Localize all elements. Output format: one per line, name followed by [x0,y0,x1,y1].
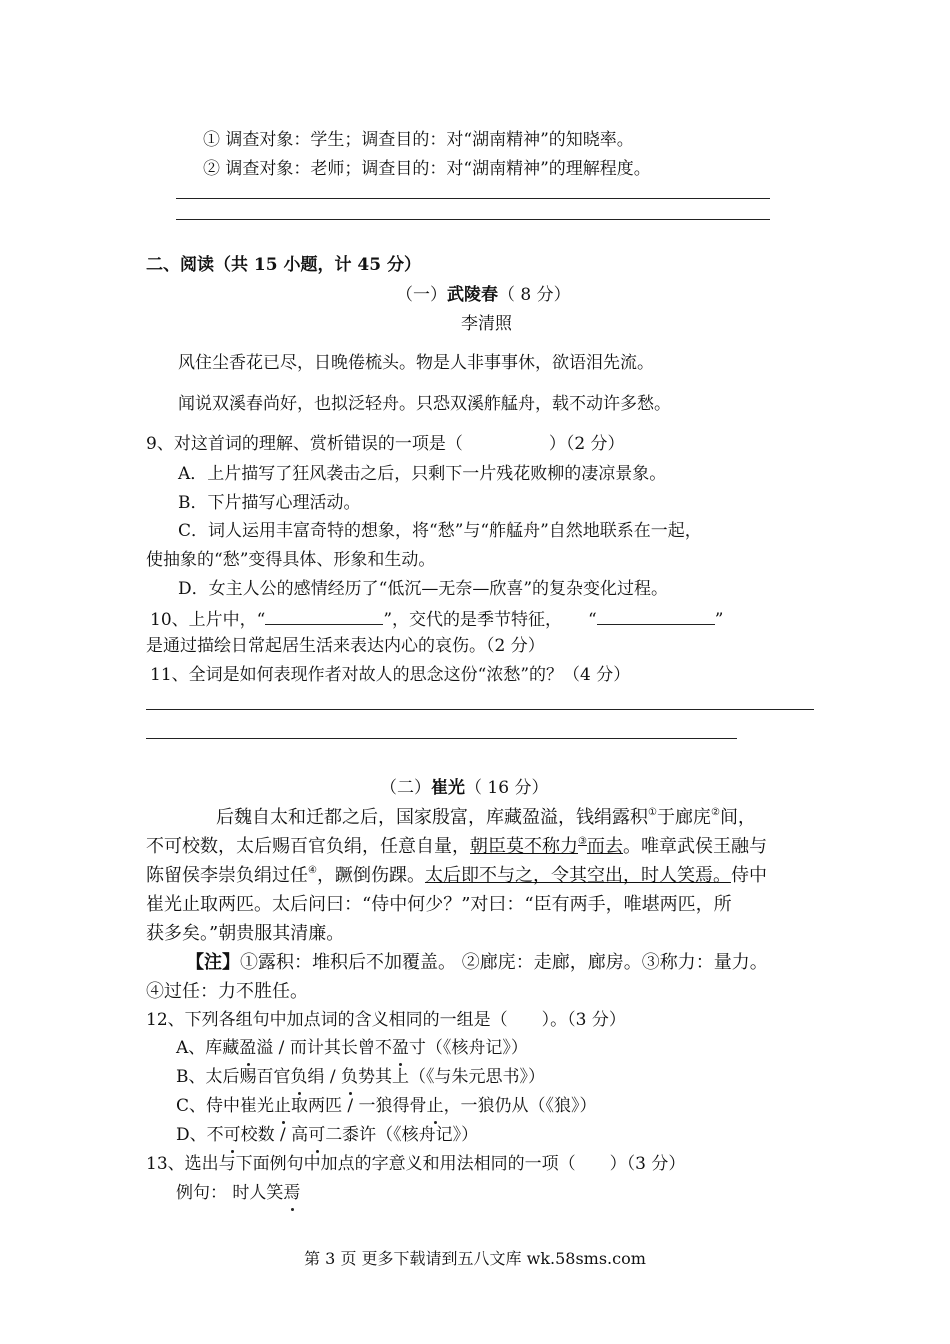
question-10-part1: 10、上片中，“ [150,610,266,630]
fill-blank[interactable] [265,606,383,625]
dotted-char: 负 [290,1067,308,1087]
prose-line-5: 获多矣。”朝贵服其清廉。 [146,923,345,944]
option-text: C、侍中崔光 [176,1096,275,1116]
prose-line-2 [146,835,767,859]
question-10-stem [150,606,723,632]
dotted-char: 止 [274,1096,292,1116]
section-heading: 二、阅读（共 15 小题，计 45 分） [146,255,421,275]
question-9-stem-end: ）（2 分） [548,434,625,454]
dotted-char: 负 [341,1067,359,1087]
prose-text: 陈留侯李崇负绢过任 [146,865,308,886]
poem-title [396,283,571,307]
dotted-char: 可 [223,1125,241,1145]
question-10-part2: ”，交代的是季节特征， [383,610,563,630]
option-text: 校数 / 高 [240,1125,309,1145]
question-12-option-a [176,1036,528,1060]
page-footer: 第 3 页 更多下载请到五八文库 wk.58sms.com [304,1249,646,1268]
example-text: 例句： 时人笑 [176,1183,284,1203]
prose-title-text: 崔光 [431,778,465,798]
poem-title-suffix: （ 8 分） [498,285,571,305]
prose-text: 不可校数，太后赐百官负绢，任意自量， [146,836,470,857]
underlined-text: 太后即不与之，令其空出，时人笑焉。 [424,865,731,886]
underlined-text: 而去 [586,836,623,857]
prose-text: 后魏自太和迁都之后，国家殷富，库藏盈溢，钱绢露积 [216,807,648,828]
option-text: ，一狼仍从（《狼》） [443,1096,597,1116]
prose-text: ，蹶倒伤踝。 [316,865,425,886]
dotted-char: 止 [426,1096,444,1116]
option-text: 寸（《核舟记》） [408,1038,528,1058]
question-11-stem: 11、全词是如何表现作者对故人的思念这份“浓愁”的？（4 分） [150,665,631,685]
prose-title-prefix: （二） [380,778,431,798]
prose-text: 于廊庑 [656,807,711,828]
poem-author: 李清照 [461,314,512,334]
option-text: 二黍许（《核舟记》） [325,1125,479,1145]
answer-line [146,738,737,739]
poem-title-text: 武陵春 [447,285,498,305]
question-10-part3: “ [588,610,597,630]
prose-text: 间， [719,807,756,828]
prose-notes [186,951,768,975]
dotted-char: 焉 [283,1183,301,1203]
poem-line-2: 闻说双溪春尚好，也拟泛轻舟。只恐双溪舴艋舟，载不动许多愁。 [178,394,671,414]
question-9-option-b: B．下片描写心理活动。 [178,493,361,513]
prose-title [380,776,548,800]
option-text: A、库藏 [176,1038,240,1058]
answer-line [176,219,770,220]
footnote-mark: ① [648,807,657,818]
question-13-stem: 13、选出与下面例句中加点的字意义和用法相同的一项（ ）（3 分） [146,1154,686,1174]
question-9-option-a: A．上片描写了狂风袭击之后，只剩下一片残花败柳的凄凉景象。 [178,464,667,484]
question-12-stem: 12、下列各组句中加点词的含义相同的一组是（ ）。（3 分） [146,1010,626,1030]
poem-line-1: 风住尘香花已尽，日晚倦梳头。物是人非事事休，欲语泪先流。 [178,353,654,373]
option-text: 势其上（《与朱元思书》） [358,1067,546,1087]
dotted-char: 盈 [239,1038,257,1058]
answer-line [146,709,814,710]
question-12-option-d [176,1123,478,1147]
question-10-cont: 是通过描绘日常起居生活来表达内心的哀伤。（2 分） [146,636,545,656]
survey-line-2: ② 调查对象：老师；调查目的：对“湖南精神”的理解程度。 [203,159,651,179]
question-9-stem [146,432,625,456]
prose-notes-cont: ④过任：力不胜任。 [146,981,308,1002]
fill-blank[interactable] [597,606,715,625]
option-text: B、太后赐百官 [176,1067,291,1087]
question-9-option-c: C．词人运用丰富奇特的想象，将“愁”与“舴艋舟”自然地联系在一起， [178,521,702,541]
prose-line-3 [146,864,767,888]
dotted-char: 盈 [391,1038,409,1058]
footnote-mark: ③ [578,836,587,847]
footnote-mark: ④ [308,865,317,876]
question-9-option-d: D．女主人公的感情经历了“低沉—无奈—欣喜”的复杂变化过程。 [178,579,669,599]
question-10-part4: ” [714,610,724,630]
question-9-stem-text: 9、对这首词的理解、赏析错误的一项是（ [146,434,463,454]
question-9-option-c-cont: 使抽象的“愁”变得具体、形象和生动。 [146,550,436,570]
survey-line-1: ① 调查对象：学生；调查目的：对“湖南精神”的知晓率。 [203,130,634,150]
dotted-char: 可 [308,1125,326,1145]
prose-line-1 [216,806,756,830]
answer-line [176,198,770,199]
option-text: 取两匹 / 一狼得骨 [291,1096,427,1116]
question-12-option-b [176,1065,545,1089]
question-12-option-c [176,1094,597,1118]
note-label: 【注】 [186,952,240,973]
prose-line-4: 崔光止取两匹。太后问曰：“侍中何少？”对曰：“臣有两手，唯堪两匹，所 [146,894,732,915]
prose-text: 侍中 [730,865,767,886]
option-text: 绢 / [307,1067,342,1087]
note-text: ①露积：堆积后不加覆盖。 ②廊庑：走廊，廊房。③称力：量力。 [240,952,768,973]
poem-title-prefix: （一） [396,285,447,305]
underlined-text: 朝臣莫不称力 [470,836,578,857]
prose-title-suffix: （ 16 分） [465,778,549,798]
question-13-example [176,1181,300,1205]
option-text: D、不 [176,1125,224,1145]
option-text: 溢 / 而计其长曾不 [256,1038,392,1058]
footnote-mark: ② [710,807,720,818]
prose-text: 。唯章武侯王融与 [622,836,767,857]
